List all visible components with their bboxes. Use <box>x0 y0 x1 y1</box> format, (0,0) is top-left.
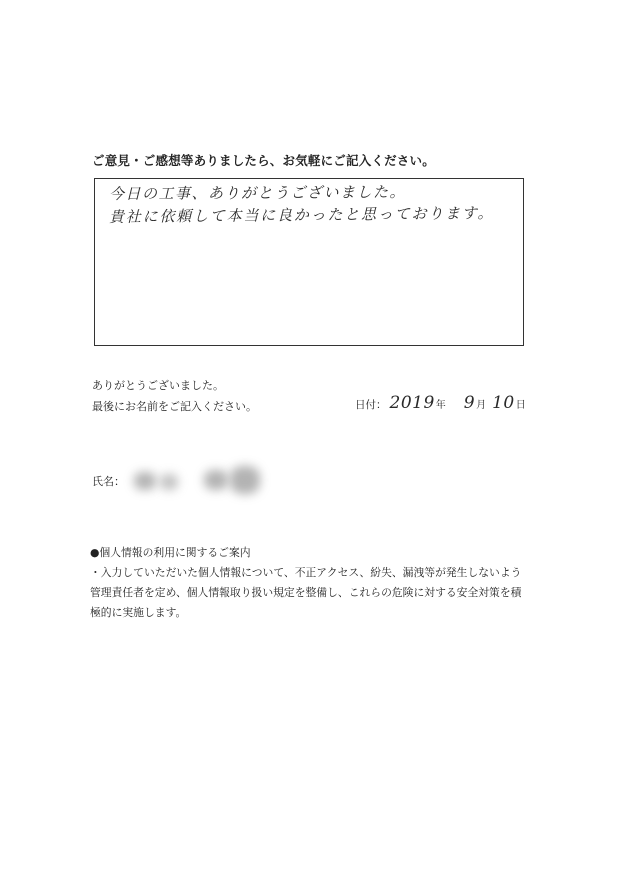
handwritten-comment-line-2: 貴社に依頼して本当に良かったと思っております。 <box>108 203 495 226</box>
date-year-unit: 年 <box>435 400 446 411</box>
redacted-name-signature <box>132 460 272 500</box>
comment-box <box>94 178 524 346</box>
date-field <box>355 393 526 415</box>
date-month-value: 9 <box>463 393 476 413</box>
comment-prompt: ご意見・ご感想等ありましたら、お気軽にご記入ください。 <box>92 153 435 168</box>
privacy-text-line: ・入力していただいた個人情報について、不正アクセス、紛失、漏洩等が発生しないよう <box>90 566 522 579</box>
handwritten-comment-line-1: 今日の工事、ありがとうございました。 <box>108 182 407 203</box>
date-year-value: 2019 <box>389 393 435 413</box>
privacy-text-line: 極的に実施します。 <box>90 606 187 619</box>
date-day-value: 10 <box>492 393 515 413</box>
name-request-text: 最後にお名前をご記入ください。 <box>92 400 257 413</box>
privacy-text-line: 管理責任者を定め、個人情報取り扱い規定を整備し、これらの危険に対する安全対策を積 <box>90 586 522 599</box>
privacy-heading: ●個人情報の利用に関するご案内 <box>90 546 251 559</box>
thanks-text: ありがとうございました。 <box>92 379 224 392</box>
date-label: 日付： <box>355 399 387 411</box>
date-day-unit: 日 <box>515 400 526 411</box>
name-label: 氏名： <box>92 475 125 488</box>
date-month-unit: 月 <box>476 400 487 411</box>
privacy-notice <box>90 543 530 623</box>
